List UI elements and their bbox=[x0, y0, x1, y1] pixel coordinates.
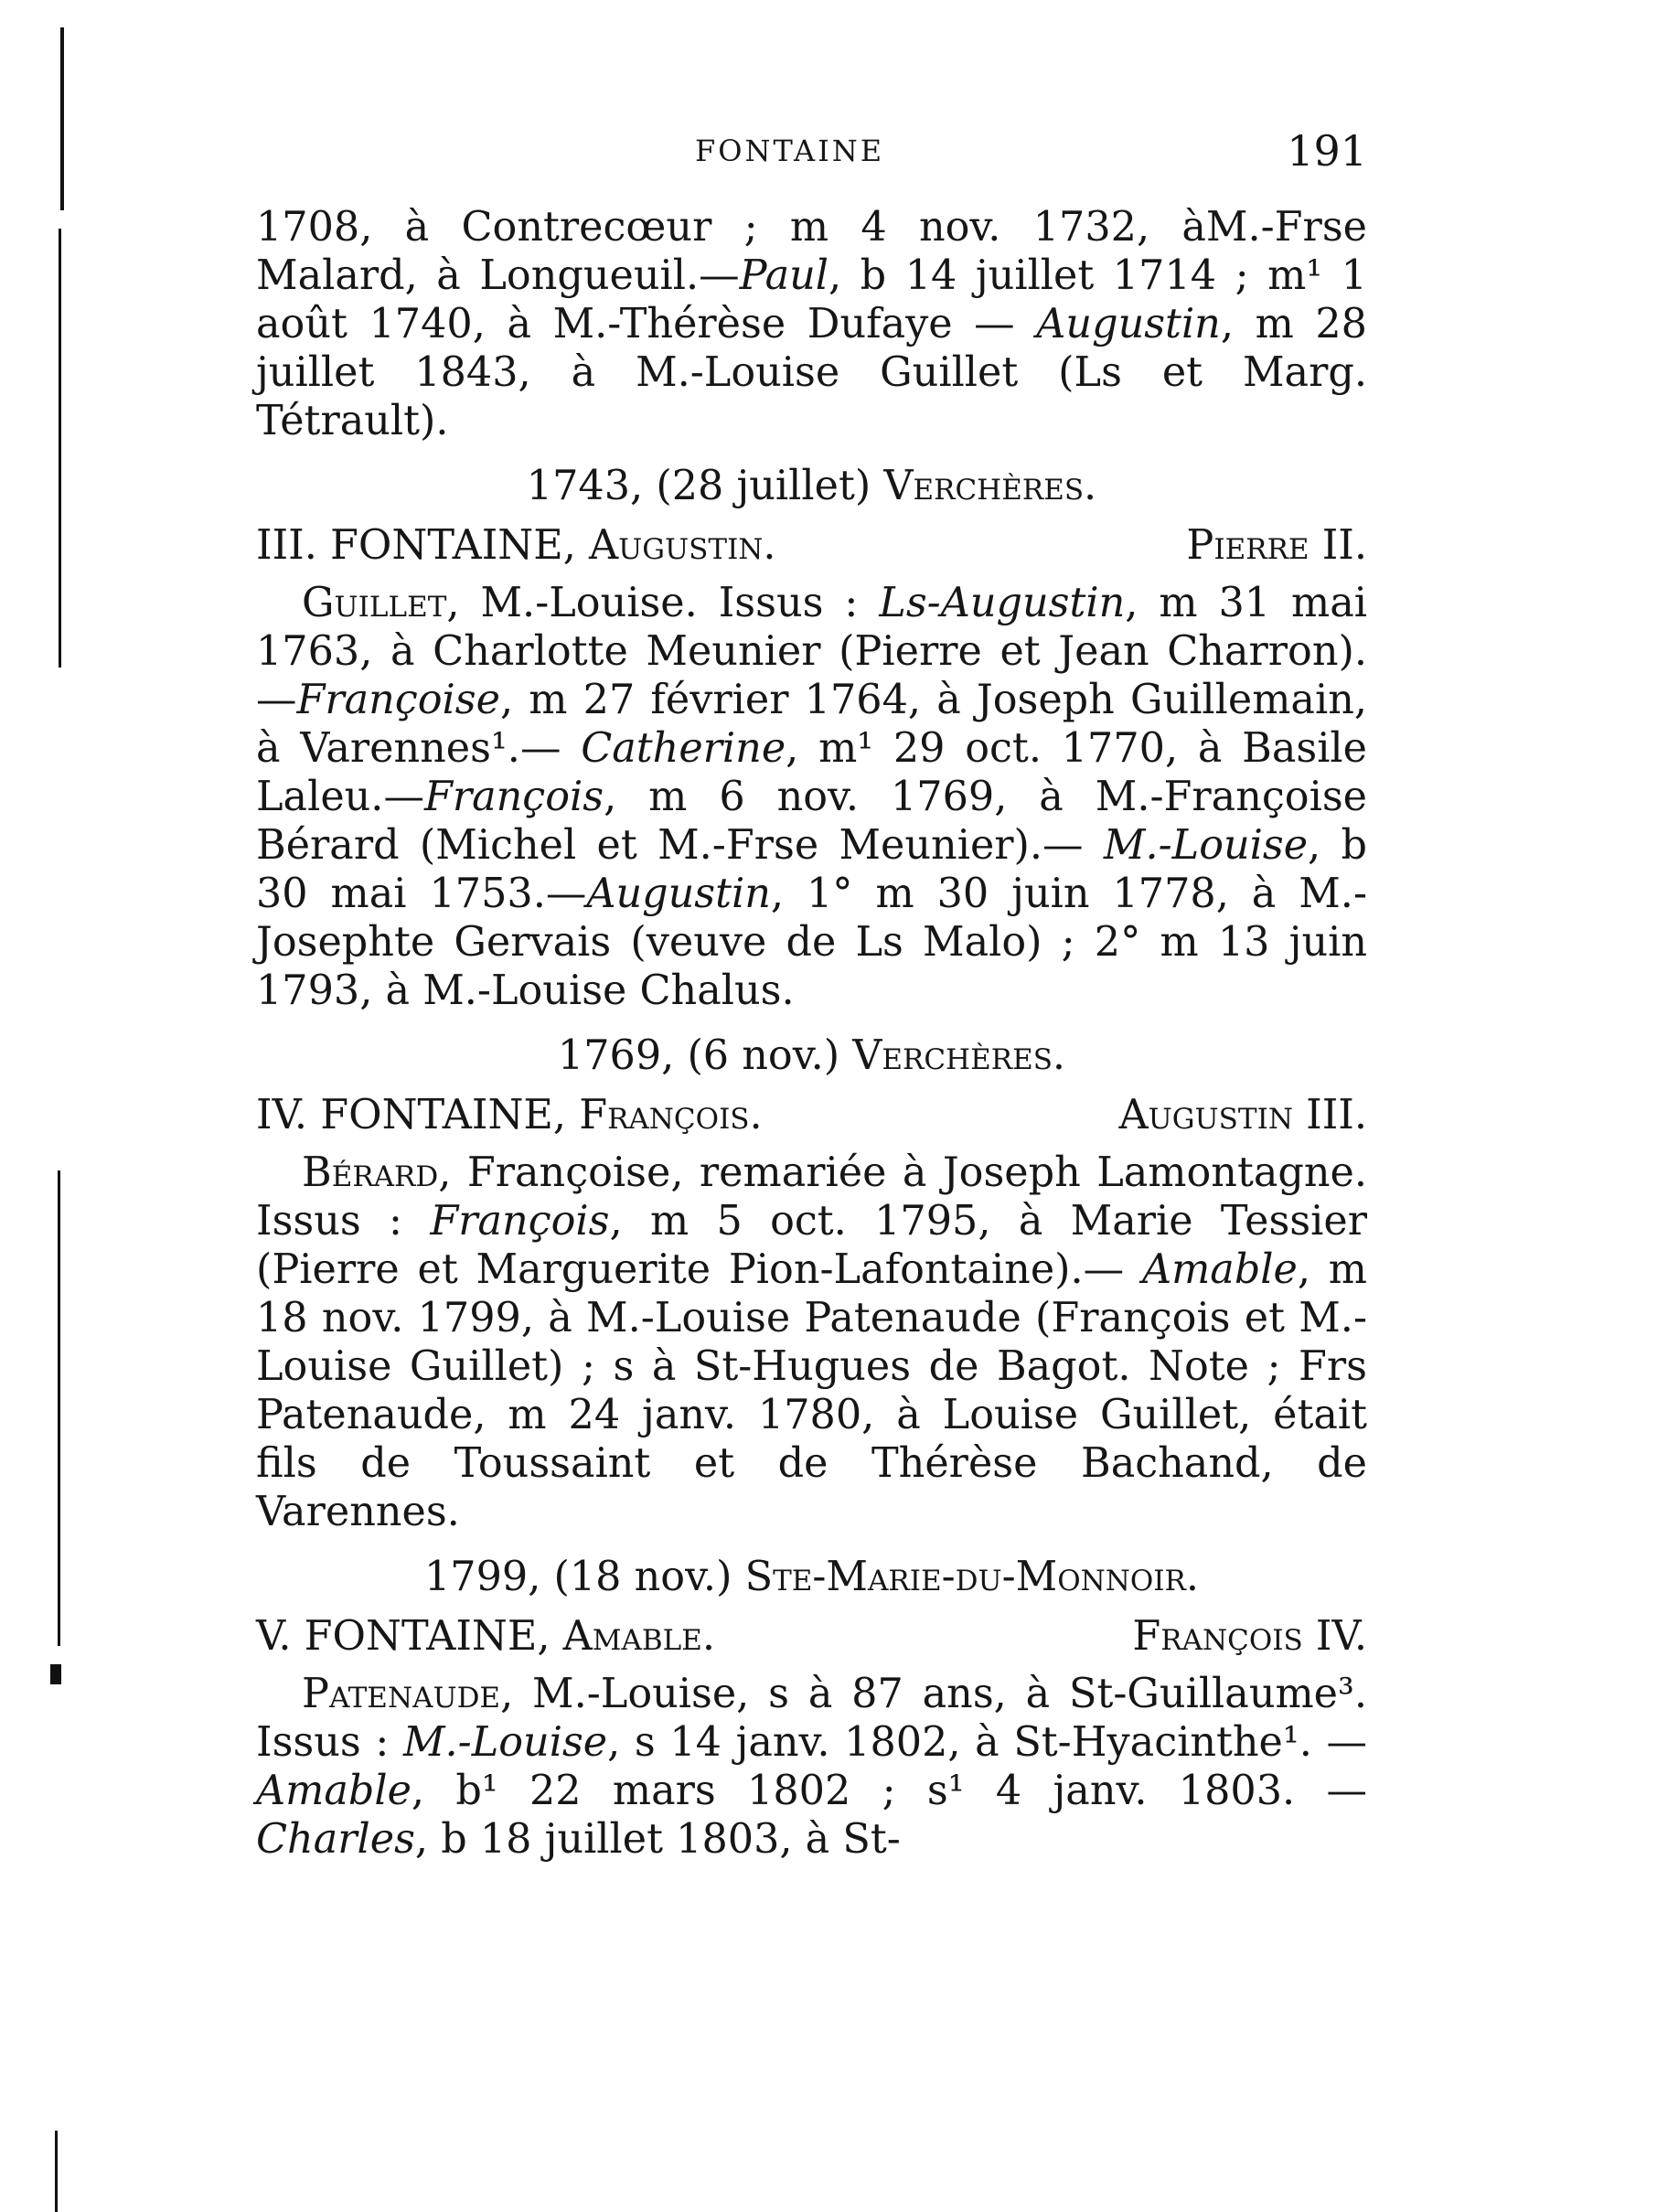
heading-name: IV. FONTAINE, François. bbox=[256, 1092, 763, 1138]
generation-heading bbox=[256, 1612, 1367, 1661]
entry-paragraph: Patenaude, M.-Louise, s à 87 ans, à St-Guillaume³. Issus : M.-Louise, s 14 janv. 1802, à St-Hyacinthe¹. — Amable, b¹ 22 mars 1802 ; s¹ 4 janv. 1803. — Charles, b 18 juillet 1803, à St- bbox=[256, 1671, 1367, 1863]
binding-edge-mark bbox=[58, 1170, 60, 1646]
entry-paragraph: Guillet, M.-Louise. Issus : Ls-Augustin, m 31 mai 1763, à Charlotte Meunier (Pierre et Jean Charron).—Françoise, m 27 février 1764, à Joseph Guillemain, à Varennes¹.— Catherine, m¹ 29 oct. 1770, à Basile Laleu.—François, m 6 nov. 1769, à M.-Françoise Bérard (Michel et M.-Frse Meunier).— M.-Louise, b 30 mai 1753.—Augustin, 1° m 30 juin 1778, à M.-Josephte Gervais (veuve de Ls Malo) ; 2° m 13 juin 1793, à M.-Louise Chalus. bbox=[256, 580, 1368, 1014]
entry-continuation: 1708, à Contrecœur ; m 4 nov. 1732, àM.-Frse Malard, à Longueuil.—Paul, b 14 juillet 1714 ; m¹ 1 août 1740, à M.-Thérèse Dufaye — Augustin, m 28 juillet 1843, à M.-Louise Guillet (Ls et Marg. Tétrault). bbox=[256, 204, 1367, 444]
page-number: 191 bbox=[1287, 126, 1367, 176]
generation-heading bbox=[256, 1091, 1367, 1139]
marriage-date-line: 1743, (28 juillet) Verchères. bbox=[526, 463, 1097, 509]
heading-parent: François IV. bbox=[1132, 1613, 1367, 1660]
entry-paragraph: Bérard, Françoise, remariée à Joseph Lamontagne. Issus : François, m 5 oct. 1795, à Marie Tessier (Pierre et Marguerite Pion-Lafontaine).— Amable, m 18 nov. 1799, à M.-Louise Patenaude (François et M.-Louise Guillet) ; s à St-Hugues de Bagot. Note ; Frs Patenaude, m 24 janv. 1780, à Louise Guillet, était fils de Toussaint et de Thérèse Bachand, de Varennes. bbox=[256, 1149, 1367, 1535]
running-head-title: FONTAINE bbox=[695, 134, 885, 168]
binding-edge-mark bbox=[60, 27, 64, 210]
heading-name: V. FONTAINE, Amable. bbox=[256, 1613, 716, 1660]
generation-heading bbox=[256, 521, 1367, 570]
binding-edge-mark bbox=[55, 2131, 58, 2212]
marriage-date-line: 1769, (6 nov.) Verchères. bbox=[557, 1032, 1066, 1079]
heading-parent: Augustin III. bbox=[1118, 1092, 1367, 1138]
heading-name: III. FONTAINE, Augustin. bbox=[256, 522, 776, 569]
heading-parent: Pierre II. bbox=[1186, 522, 1367, 569]
binding-edge-mark bbox=[50, 1664, 61, 1684]
binding-edge-mark bbox=[59, 229, 61, 668]
book-page bbox=[256, 0, 1390, 2212]
marriage-date-line: 1799, (18 nov.) Ste-Marie-du-Monnoir. bbox=[423, 1554, 1200, 1600]
page-body bbox=[256, 203, 1367, 1864]
running-head bbox=[256, 126, 1367, 181]
